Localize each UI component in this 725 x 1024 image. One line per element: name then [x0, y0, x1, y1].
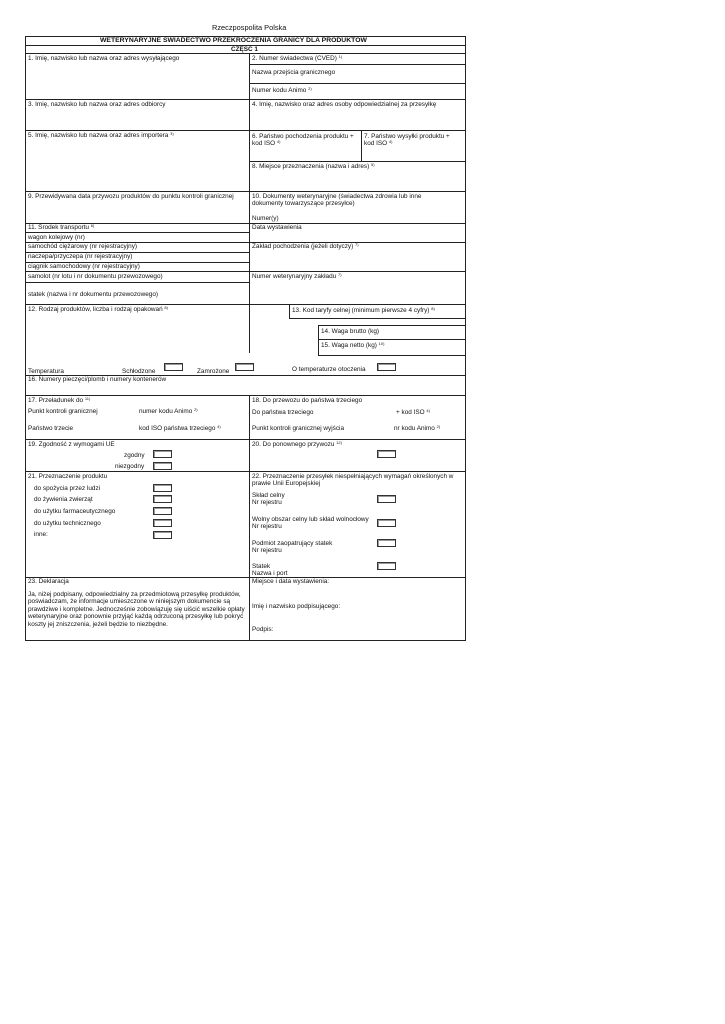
signatory-name-label: Imię i nazwisko podpisującego: — [252, 603, 341, 610]
field-7-iso: kod ISO $^{4)}$ — [364, 139, 393, 147]
transport-third-country: Do państwa trzeciego — [252, 409, 314, 416]
field-1-label: 1. Imię, nazwisko lub nazwa oraz adres wysyłającego — [28, 55, 180, 62]
transport-tractor: ciągnik samochodowy (nr rejestracyjny) — [28, 263, 140, 270]
transport-wagon: wagon kolejowy (nr) — [28, 234, 85, 241]
country-name: Rzeczpospolita Polska — [212, 23, 287, 32]
purpose-feed-checkbox[interactable] — [153, 495, 172, 503]
field-22-label: 22. Przeznaczenie przesyłek niespełniających wymagań określonych w — [252, 473, 454, 480]
purpose-pharma-checkbox[interactable] — [153, 507, 172, 515]
field-22-label-2: prawie Unii Europejskiej — [252, 480, 321, 487]
compliant-checkbox[interactable] — [153, 450, 172, 458]
transport-iso: + kod ISO $^{4)}$ — [396, 408, 430, 416]
purpose-human-label: do spożycia przez ludzi — [34, 485, 101, 492]
transport-ship: statek (nazwa i nr dokumentu przewozowego) — [28, 291, 159, 298]
border-post-label: Nazwa przejścia granicznego — [252, 69, 336, 76]
field-19-label: 19. Zgodność z wymogami UE — [28, 441, 115, 448]
field-5-label: 5. Imię, nazwisko lub nazwa oraz adres importera $^{3)}$ — [28, 131, 174, 139]
signature-label: Podpis: — [252, 626, 274, 633]
form-title: WETERYNARYJNE ŚWIADECTWO PRZEKROCZENIA GRANICY DLA PRODUKTÓW — [100, 37, 367, 44]
temp-ambient-label: O temperaturze otoczenia — [292, 366, 366, 373]
ship-checkbox[interactable] — [377, 562, 396, 570]
customs-warehouse-label: Skład celny — [252, 492, 285, 499]
temp-chilled-label: Schłodzone — [122, 368, 156, 375]
field-13-label: 13. Kod taryfy celnej (minimum pierwsze 4 cyfry) $^{8)}$ — [292, 306, 435, 314]
field-12-label: 12. Rodzaj produktów, liczba i rodzaj opakowań $^{8)}$ — [28, 305, 168, 313]
form-part: CZĘŚĆ 1 — [231, 46, 258, 53]
free-zone-reg: Nr rejestru — [252, 523, 282, 530]
transshipment-animo: numer kodu Animo $^{2)}$ — [139, 407, 198, 415]
field-17-label: 17. Przeładunek do $^{11)}$ — [28, 396, 91, 404]
compliant-label: zgodny — [124, 452, 145, 459]
field-9-label: 9. Przewidywana data przywozu produktów do punktu kontroli granicznej — [28, 193, 234, 200]
ship-label: Statek — [252, 563, 271, 570]
field-6-iso: kod ISO $^{4)}$ — [252, 139, 281, 147]
temp-frozen-checkbox[interactable] — [235, 363, 254, 371]
field-8-label: 8. Miejsce przeznaczenia (nazwa i adres) $^{5)}$ — [252, 162, 375, 170]
temperature-label: Temperatura — [28, 368, 64, 375]
transshipment-iso: kod ISO państwa trzeciego $^{4)}$ — [139, 424, 221, 432]
origin-plant-label: Zakład pochodzenia (jeżeli dotyczy) $^{7)}$ — [252, 242, 359, 250]
purpose-pharma-label: do użytku farmaceutycznego — [34, 508, 116, 515]
field-2-label: 2. Numer świadectwa (CVED) $^{1)}$ — [252, 54, 343, 62]
ship-supplier-reg: Nr rejestru — [252, 547, 282, 554]
reimport-checkbox[interactable] — [377, 450, 396, 458]
vet-plant-number-label: Numer weterynaryjny zakładu $^{7)}$ — [252, 272, 342, 280]
field-11-label: 11. Środek transportu $^{6)}$ — [28, 223, 95, 231]
purpose-tech-checkbox[interactable] — [153, 519, 172, 527]
animo-code-label: Numer kodu Animo $^{2)}$ — [252, 86, 312, 94]
field-16-label: 16. Numery pieczęci/plomb i numery kontenerów — [28, 376, 167, 383]
ship-port: Nazwa i port — [252, 570, 288, 577]
exit-animo: nr kodu Animo $^{2)}$ — [394, 424, 441, 432]
place-date-label: Miejsce i data wystawienia: — [252, 578, 330, 585]
transshipment-bip: Punkt kontroli granicznej — [28, 408, 98, 415]
field-20-label: 20. Do ponownego przywozu $^{12)}$ — [252, 440, 342, 448]
temp-chilled-checkbox[interactable] — [164, 363, 183, 371]
purpose-feed-label: do żywienia zwierząt — [34, 496, 93, 503]
noncompliant-label: niezgodny — [115, 463, 145, 470]
customs-warehouse-checkbox[interactable] — [377, 495, 396, 503]
transport-plane: samolot (nr lotu i nr dokumentu przewozowego) — [28, 273, 163, 280]
field-23-label: 23. Deklaracja — [28, 578, 69, 585]
transport-trailer: naczepa/przyczepa (nr rejestracyjny) — [28, 253, 133, 260]
purpose-other-label: inne: — [34, 531, 48, 538]
field-10-label-2: dokumenty towarzyszące przesyłce) — [252, 200, 355, 207]
field-18-label: 18. Do przewozu do państwa trzeciego — [252, 397, 363, 404]
customs-warehouse-reg: Nr rejestru — [252, 499, 282, 506]
temp-ambient-checkbox[interactable] — [377, 363, 396, 371]
purpose-tech-label: do użytku technicznego — [34, 520, 101, 527]
purpose-other-checkbox[interactable] — [153, 531, 172, 539]
free-zone-checkbox[interactable] — [377, 519, 396, 527]
field-7-label: 7. Państwo wysyłki produktu + — [364, 133, 450, 140]
exit-bip: Punkt kontroli granicznej wyjścia — [252, 425, 344, 432]
field-15-label: 15. Waga netto (kg) $^{10)}$ — [321, 341, 385, 349]
field-4-label: 4. Imię, nazwisko oraz adres osoby odpowiedzialnej za przesyłkę — [252, 101, 437, 108]
noncompliant-checkbox[interactable] — [153, 462, 172, 470]
transshipment-third-country: Państwo trzecie — [28, 425, 74, 432]
field-14-label: 14. Waga brutto (kg) — [321, 328, 380, 335]
field-10-number: Numer(y) — [252, 215, 279, 222]
field-10-label: 10. Dokumenty weterynaryjne (świadectwa zdrowia lub inne — [252, 193, 422, 200]
field-3-label: 3. Imię, nazwisko lub nazwa oraz adres odbiorcy — [28, 101, 166, 108]
field-10-date: Data wystawienia — [252, 224, 302, 231]
declaration-text: Ja, niżej podpisany, odpowiedzialny za przedmiotową przesyłkę produktów, poświadczam, że informacje umieszczone w niniejszym dokumencie są prawdziwe i kompletne. Jednocześnie zobowiązuję się uiścić wszelkie opłaty weterynaryjne oraz ponownie przyjąć każdą odrzuconą przesyłkę lub pokryć koszty jej zniszczenia, jeżeli będzie to niezbędne. — [28, 591, 245, 628]
temp-frozen-label: Zamrożone — [197, 368, 230, 375]
transport-truck: samochód ciężarowy (nr rejestracyjny) — [28, 243, 138, 250]
free-zone-label: Wolny obszar celny lub skład wolnocłowy — [252, 516, 369, 523]
ship-supplier-checkbox[interactable] — [377, 539, 396, 547]
field-6-label: 6. Państwo pochodzenia produktu + — [252, 133, 354, 140]
ship-supplier-label: Podmiot zaopatrujący statek — [252, 540, 333, 547]
field-21-label: 21. Przeznaczenie produktu — [28, 473, 108, 480]
purpose-human-checkbox[interactable] — [153, 484, 172, 492]
